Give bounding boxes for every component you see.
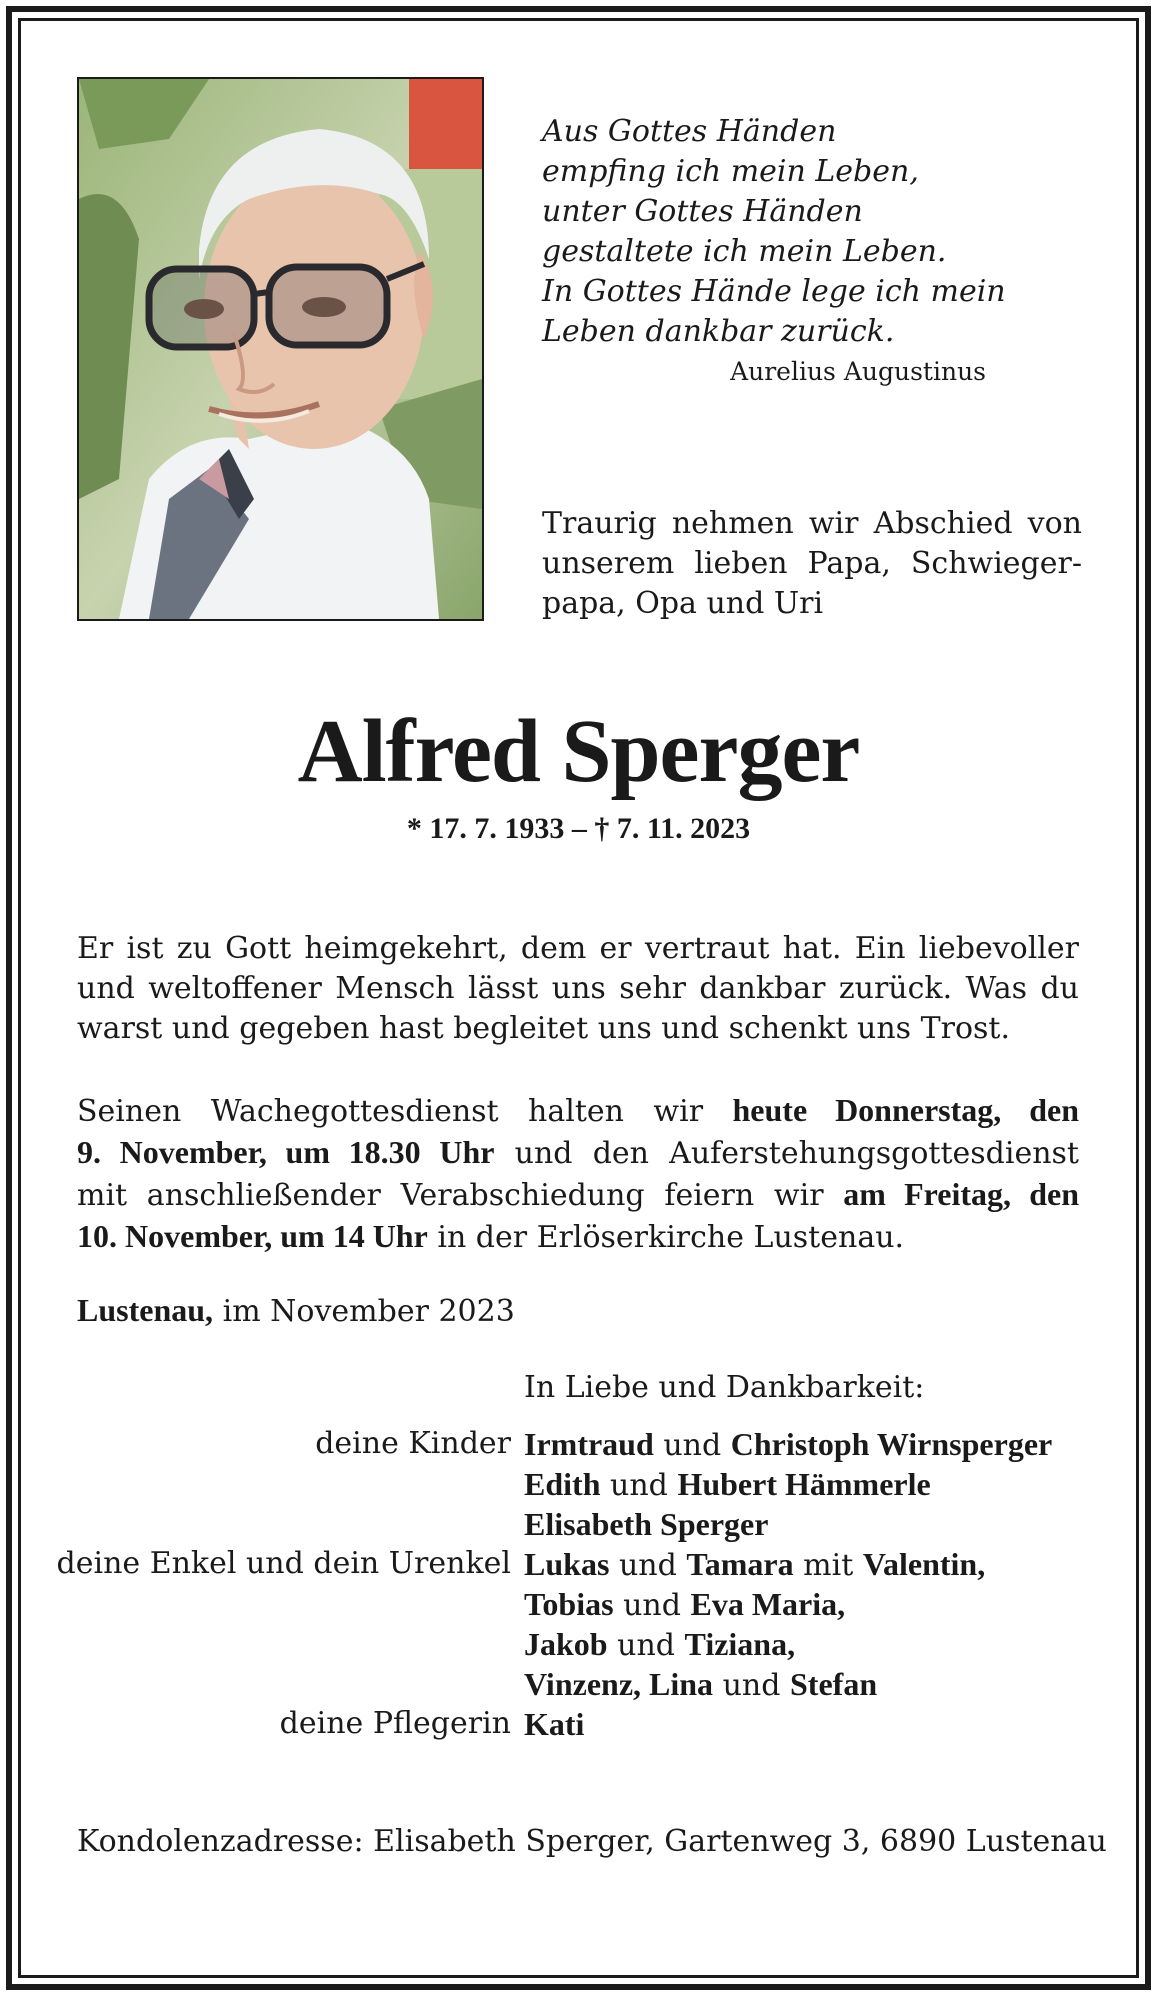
family-row [0, 1504, 1157, 1544]
service-paragraph [77, 1090, 1079, 1258]
text-span: und den Auferstehungsgottesdienst [514, 1136, 1079, 1171]
name: Tamara [686, 1546, 794, 1582]
condolence-address: Kondolenzadresse: Elisabeth Sperger, Gartenweg 3, 6890 Lustenau [77, 1824, 1107, 1859]
family-names [524, 1424, 1052, 1466]
family-row [0, 1624, 1157, 1664]
name: Tiziana, [684, 1626, 796, 1662]
bold-span: heute Donnerstag, den [732, 1092, 1079, 1128]
family-row [0, 1704, 1157, 1744]
family-names [524, 1584, 845, 1626]
paragraph-line [77, 1090, 1079, 1132]
connector: und [623, 1588, 681, 1623]
family-row [0, 1424, 1157, 1464]
quote [542, 112, 1082, 352]
paragraph-line: Er ist zu Gott heimgekehrt, dem er vertraut hat. Ein liebevoller [77, 931, 1079, 966]
name: Christoph Wirnsperger [730, 1426, 1053, 1462]
place: Lustenau, [77, 1292, 214, 1328]
paragraph-line: und weltoffener Mensch lässt uns sehr dankbar zurück. Was du [77, 971, 1079, 1006]
connector: und [617, 1628, 675, 1663]
family-role: deine Kinder [315, 1426, 511, 1461]
intro-text [542, 504, 1082, 624]
bold-span: am Freitag, den [843, 1176, 1079, 1212]
portrait-photo [77, 77, 484, 621]
connector: und [663, 1428, 722, 1463]
paragraph-line [77, 1132, 1079, 1174]
intro-line: papa, Opa und Uri [542, 586, 824, 621]
paragraph-line [77, 1174, 1079, 1216]
paragraph-line [77, 1290, 1079, 1332]
family-names [524, 1704, 584, 1746]
bold-span: 9. November, um 18.30 Uhr [77, 1134, 495, 1170]
family-heading: In Liebe und Dankbarkeit: [524, 1370, 925, 1405]
connector: und [610, 1468, 668, 1503]
family-role: deine Pflegerin [279, 1706, 511, 1741]
deceased-name: Alfred Sperger [297, 702, 860, 801]
name: Stefan [790, 1666, 878, 1702]
family-names [524, 1664, 877, 1706]
name: Edith [524, 1466, 601, 1502]
name: Eva Maria, [690, 1586, 846, 1622]
name: Lukas [524, 1546, 610, 1582]
quote-line: Aus Gottes Händen [542, 114, 837, 149]
quote-author: Aurelius Augustinus [730, 357, 986, 386]
name: Elisabeth Sperger [524, 1506, 769, 1542]
family-names [524, 1624, 795, 1666]
name: Hubert Hämmerle [677, 1466, 931, 1502]
date: im November 2023 [222, 1294, 515, 1329]
family-names [524, 1544, 985, 1586]
intro-line: Traurig nehmen wir Abschied von [542, 506, 1082, 541]
quote-line: unter Gottes Händen [542, 194, 863, 229]
paragraph-line [77, 1216, 1079, 1258]
family-row [0, 1664, 1157, 1704]
text-span: mit anschließender Verabschiedung feiern wir [77, 1178, 824, 1213]
connector: und [618, 1548, 677, 1583]
quote-line: empfing ich mein Leben, [542, 154, 919, 189]
connector: mit [803, 1548, 854, 1583]
bold-span: 10. November, um 14 Uhr [77, 1218, 428, 1254]
family-row [0, 1544, 1157, 1584]
name: Valentin, [862, 1546, 986, 1582]
intro-line: unserem lieben Papa, Schwieger- [542, 546, 1082, 581]
text-span: Seinen Wachegottesdienst halten wir [77, 1094, 704, 1129]
tribute-paragraph [77, 929, 1079, 1049]
life-dates: * 17. 7. 1933 – † 7. 11. 2023 [406, 812, 751, 845]
family-row [0, 1584, 1157, 1624]
quote-line: gestaltete ich mein Leben. [542, 234, 947, 269]
name: Tobias [524, 1586, 614, 1622]
paragraph-line: warst und gegeben hast begleitet uns und schenkt uns Trost. [77, 1011, 1011, 1046]
family-names [524, 1504, 768, 1546]
name: Irmtraud [524, 1426, 654, 1462]
text-span: in der Erlöserkirche Lustenau. [437, 1220, 905, 1255]
name: Vinzenz, Lina [524, 1666, 714, 1702]
quote-line: In Gottes Hände lege ich mein [542, 274, 1006, 309]
name: Kati [524, 1706, 585, 1742]
family-role: deine Enkel und dein Urenkel [56, 1546, 511, 1581]
family-names [524, 1464, 931, 1506]
connector: und [722, 1668, 781, 1703]
name: Jakob [524, 1626, 608, 1662]
family-row [0, 1464, 1157, 1504]
place-date [77, 1290, 1079, 1332]
quote-line: Leben dankbar zurück. [542, 314, 895, 349]
